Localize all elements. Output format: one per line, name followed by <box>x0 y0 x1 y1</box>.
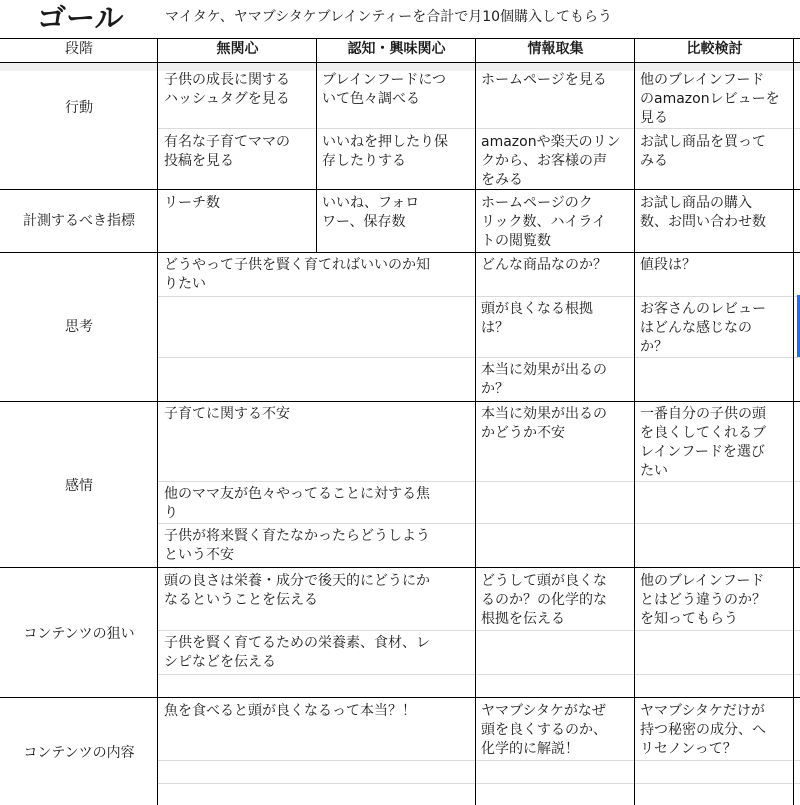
grid-line <box>157 38 158 805</box>
cell-kpi-comparison[interactable]: お試し商品の購入 数、お問い合わせ数 <box>640 195 766 230</box>
cell-aim-unaware-awareness-2[interactable]: 子供を賢く育てるための栄養素、食材、レ シピなどを伝える <box>164 635 430 670</box>
cell-content-comparison[interactable]: ヤマブシタケだけが 持つ秘密の成分、へ リセノンって？ <box>640 703 766 757</box>
cell-action-unaware-1[interactable]: 子供の成長に関する ハッシュタグを見る <box>164 72 290 107</box>
cell-thought-information-1[interactable]: どんな商品なのか？ <box>481 257 607 273</box>
cell-emotion-comparison-1[interactable]: 一番自分の子供の頭 を良くしてくれるブ レインフードを選び たい <box>640 406 766 479</box>
grid-line <box>475 38 476 805</box>
grid-line <box>316 38 317 252</box>
row-divider <box>158 357 800 358</box>
cell-thought-information-2[interactable]: 頭が良くなる根拠 は？ <box>481 301 593 336</box>
row-label-thought[interactable]: 思考 <box>65 319 93 335</box>
cell-action-unaware-2[interactable]: 有名な子育てママの 投稿を見る <box>164 134 290 169</box>
header-comparison[interactable]: 比較検討 <box>686 41 743 57</box>
header-separator-band <box>0 63 800 71</box>
row-label-emotion[interactable]: 感情 <box>65 478 93 494</box>
row-divider <box>158 481 800 482</box>
row-label-content[interactable]: コンテンツの内容 <box>23 745 135 761</box>
cell-thought-unaware-awareness[interactable]: どうやって子供を賢く育てればいいのか知 りたい <box>164 257 430 292</box>
cell-emotion-unaware-awareness-1[interactable]: 子育てに関する不安 <box>164 406 290 422</box>
row-divider <box>158 760 800 761</box>
row-divider <box>158 630 800 631</box>
cell-aim-information[interactable]: どうして頭が良くな るのか？の化学的な 根拠を伝える <box>481 573 607 627</box>
cell-action-information-2[interactable]: amazonや楽天のリン クから、お客様の声 をみる <box>481 134 621 188</box>
header-information[interactable]: 情報取集 <box>527 41 584 57</box>
cell-thought-comparison-2[interactable]: お客さんのレビュー はどんな感じなの か？ <box>640 301 766 355</box>
cell-emotion-unaware-awareness-3[interactable]: 子供が将来賢く育たなかったらどうしよう という不安 <box>164 528 430 563</box>
cell-aim-comparison[interactable]: 他のブレインフード とはどう違うのか？ を知ってもらう <box>640 573 766 627</box>
header-stage[interactable]: 段階 <box>65 41 93 57</box>
cell-kpi-awareness[interactable]: いいね、フォロ ワー、保存数 <box>322 195 420 230</box>
cell-content-unaware-awareness[interactable]: 魚を食べると頭が良くなるって本当？！ <box>164 703 416 719</box>
grid-line <box>0 401 800 402</box>
header-unaware[interactable]: 無関心 <box>216 41 259 57</box>
grid-line <box>0 697 800 698</box>
grid-line <box>0 567 800 568</box>
cell-content-information[interactable]: ヤマブシタケがなぜ 頭を良くするのか、 化学的に解説！ <box>481 703 607 757</box>
cell-action-awareness-1[interactable]: ブレインフードにつ いて色々調べる <box>322 72 447 107</box>
sheet-title: ゴール <box>37 1 124 35</box>
grid-line <box>0 62 800 63</box>
grid-line <box>0 189 800 190</box>
row-label-aim[interactable]: コンテンツの狙い <box>23 626 135 642</box>
row-divider <box>158 783 800 784</box>
row-label-kpi[interactable]: 計測するべき指標 <box>23 213 135 229</box>
cell-action-awareness-2[interactable]: いいねを押したり保 存したりする <box>322 134 448 169</box>
grid-line <box>0 252 800 253</box>
cell-action-comparison-1[interactable]: 他のブレインフード のamazonレビューを 見る <box>640 72 780 126</box>
row-divider <box>158 523 800 524</box>
row-divider <box>158 128 800 129</box>
cell-action-comparison-2[interactable]: お試し商品を買って みる <box>640 134 766 169</box>
cell-action-information-1[interactable]: ホームページを見る <box>481 72 607 88</box>
grid-line <box>634 38 635 805</box>
cell-emotion-unaware-awareness-2[interactable]: 他のママ友が色々やってることに対する焦 り <box>164 486 430 521</box>
cell-emotion-information-1[interactable]: 本当に効果が出るの かどうか不安 <box>481 406 607 441</box>
cell-kpi-unaware[interactable]: リーチ数 <box>164 195 220 211</box>
row-label-action[interactable]: 行動 <box>65 100 93 116</box>
cell-thought-information-3[interactable]: 本当に効果が出るの か？ <box>481 362 607 397</box>
cell-aim-unaware-awareness-1[interactable]: 頭の良さは栄養・成分で後天的にどうにか なるということを伝える <box>164 573 430 608</box>
row-divider <box>158 296 800 297</box>
goal-text[interactable]: マイタケ、ヤマブシタケブレインティーを合計で月10個購入してもらう <box>165 9 613 25</box>
row-divider <box>158 674 800 675</box>
cell-thought-comparison-1[interactable]: 値段は？ <box>640 257 696 273</box>
header-awareness[interactable]: 認知・興味関心 <box>347 41 446 57</box>
grid-line <box>793 38 794 805</box>
grid-line <box>0 38 800 39</box>
cell-kpi-information[interactable]: ホームページのク リック数、ハイライ トの閲覧数 <box>481 195 607 249</box>
